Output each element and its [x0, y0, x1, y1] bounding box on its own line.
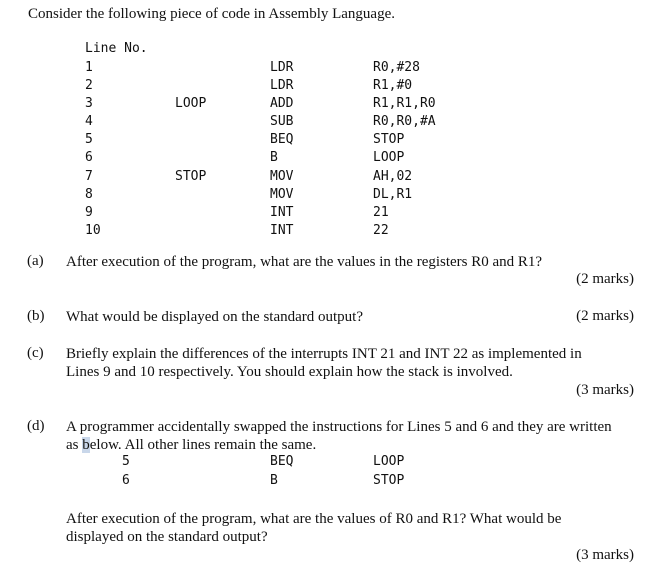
code-row [0, 78, 663, 96]
code-op: INT [270, 205, 294, 220]
line-number: 7 [85, 169, 93, 184]
code-op: B [270, 473, 278, 488]
code-args: R1,R1,R0 [373, 96, 436, 111]
code-args: R1,#0 [373, 78, 413, 93]
code-args: 21 [373, 205, 389, 220]
code-row [0, 150, 663, 168]
code-op: ADD [270, 96, 294, 111]
marks-label: (2 marks) [576, 271, 634, 287]
question-label: (a) [27, 253, 44, 269]
question-label: (d) [27, 418, 45, 434]
question-text: What would be displayed on the standard output? [66, 309, 364, 325]
question-text-line-1: Briefly explain the differences of the interrupts INT 21 and INT 22 as implemented in [66, 346, 582, 362]
code-args: 22 [373, 223, 389, 238]
followup-text-line-2: displayed on the standard output? [66, 529, 268, 545]
code-args: LOOP [373, 150, 405, 165]
code-op: INT [270, 223, 294, 238]
code-args: R0,#28 [373, 60, 420, 75]
line-number: 5 [85, 132, 93, 147]
code-args: STOP [373, 132, 405, 147]
code-args: AH,02 [373, 169, 413, 184]
question-text-part: as [66, 437, 83, 453]
code-op: MOV [270, 187, 294, 202]
intro-text: Consider the following piece of code in Assembly Language. [28, 6, 395, 22]
line-number: 6 [85, 150, 93, 165]
line-number: 3 [85, 96, 93, 111]
question-text: After execution of the program, what are the values in the registers R0 and R1? [66, 254, 543, 270]
question-text-line-2 [66, 436, 634, 454]
line-number: 5 [122, 454, 130, 469]
code-row [0, 187, 663, 205]
code-row [0, 60, 663, 78]
code-header: Line No. [85, 41, 148, 56]
code-args: LOOP [373, 454, 405, 469]
code-op: BEQ [270, 454, 294, 469]
code-label: LOOP [175, 96, 207, 111]
marks-label: (3 marks) [576, 382, 634, 398]
question-text-line-1: A programmer accidentally swapped the instructions for Lines 5 and 6 and they are written [66, 419, 612, 435]
line-number: 9 [85, 205, 93, 220]
code-op: MOV [270, 169, 294, 184]
code-op: LDR [270, 60, 294, 75]
code-row [0, 132, 663, 150]
question-text-line-2: Lines 9 and 10 respectively. You should explain how the stack is involved. [66, 364, 513, 380]
code-row [0, 223, 663, 241]
code-args: R0,R0,#A [373, 114, 436, 129]
code-op: SUB [270, 114, 294, 129]
followup-text-line-1: After execution of the program, what are the values of R0 and R1? What would be [66, 511, 562, 527]
marks-label: (3 marks) [576, 547, 634, 563]
code-row [0, 114, 663, 132]
code-row [0, 169, 663, 187]
line-number: 2 [85, 78, 93, 93]
line-number: 10 [85, 223, 101, 238]
code-args: DL,R1 [373, 187, 413, 202]
code-row [0, 205, 663, 223]
line-number: 1 [85, 60, 93, 75]
marks-label: (2 marks) [576, 308, 634, 324]
swapped-code-row [0, 454, 663, 472]
question-label: (b) [27, 308, 45, 324]
swapped-code-row [0, 473, 663, 491]
line-number: 8 [85, 187, 93, 202]
code-op: BEQ [270, 132, 294, 147]
question-text-part: elow. All other lines remain the same. [89, 437, 317, 453]
line-number: 4 [85, 114, 93, 129]
text-cursor-highlight: b [82, 437, 90, 453]
question-label: (c) [27, 345, 44, 361]
line-number: 6 [122, 473, 130, 488]
code-args: STOP [373, 473, 405, 488]
code-row [0, 96, 663, 114]
code-op: LDR [270, 78, 294, 93]
code-op: B [270, 150, 278, 165]
code-label: STOP [175, 169, 207, 184]
